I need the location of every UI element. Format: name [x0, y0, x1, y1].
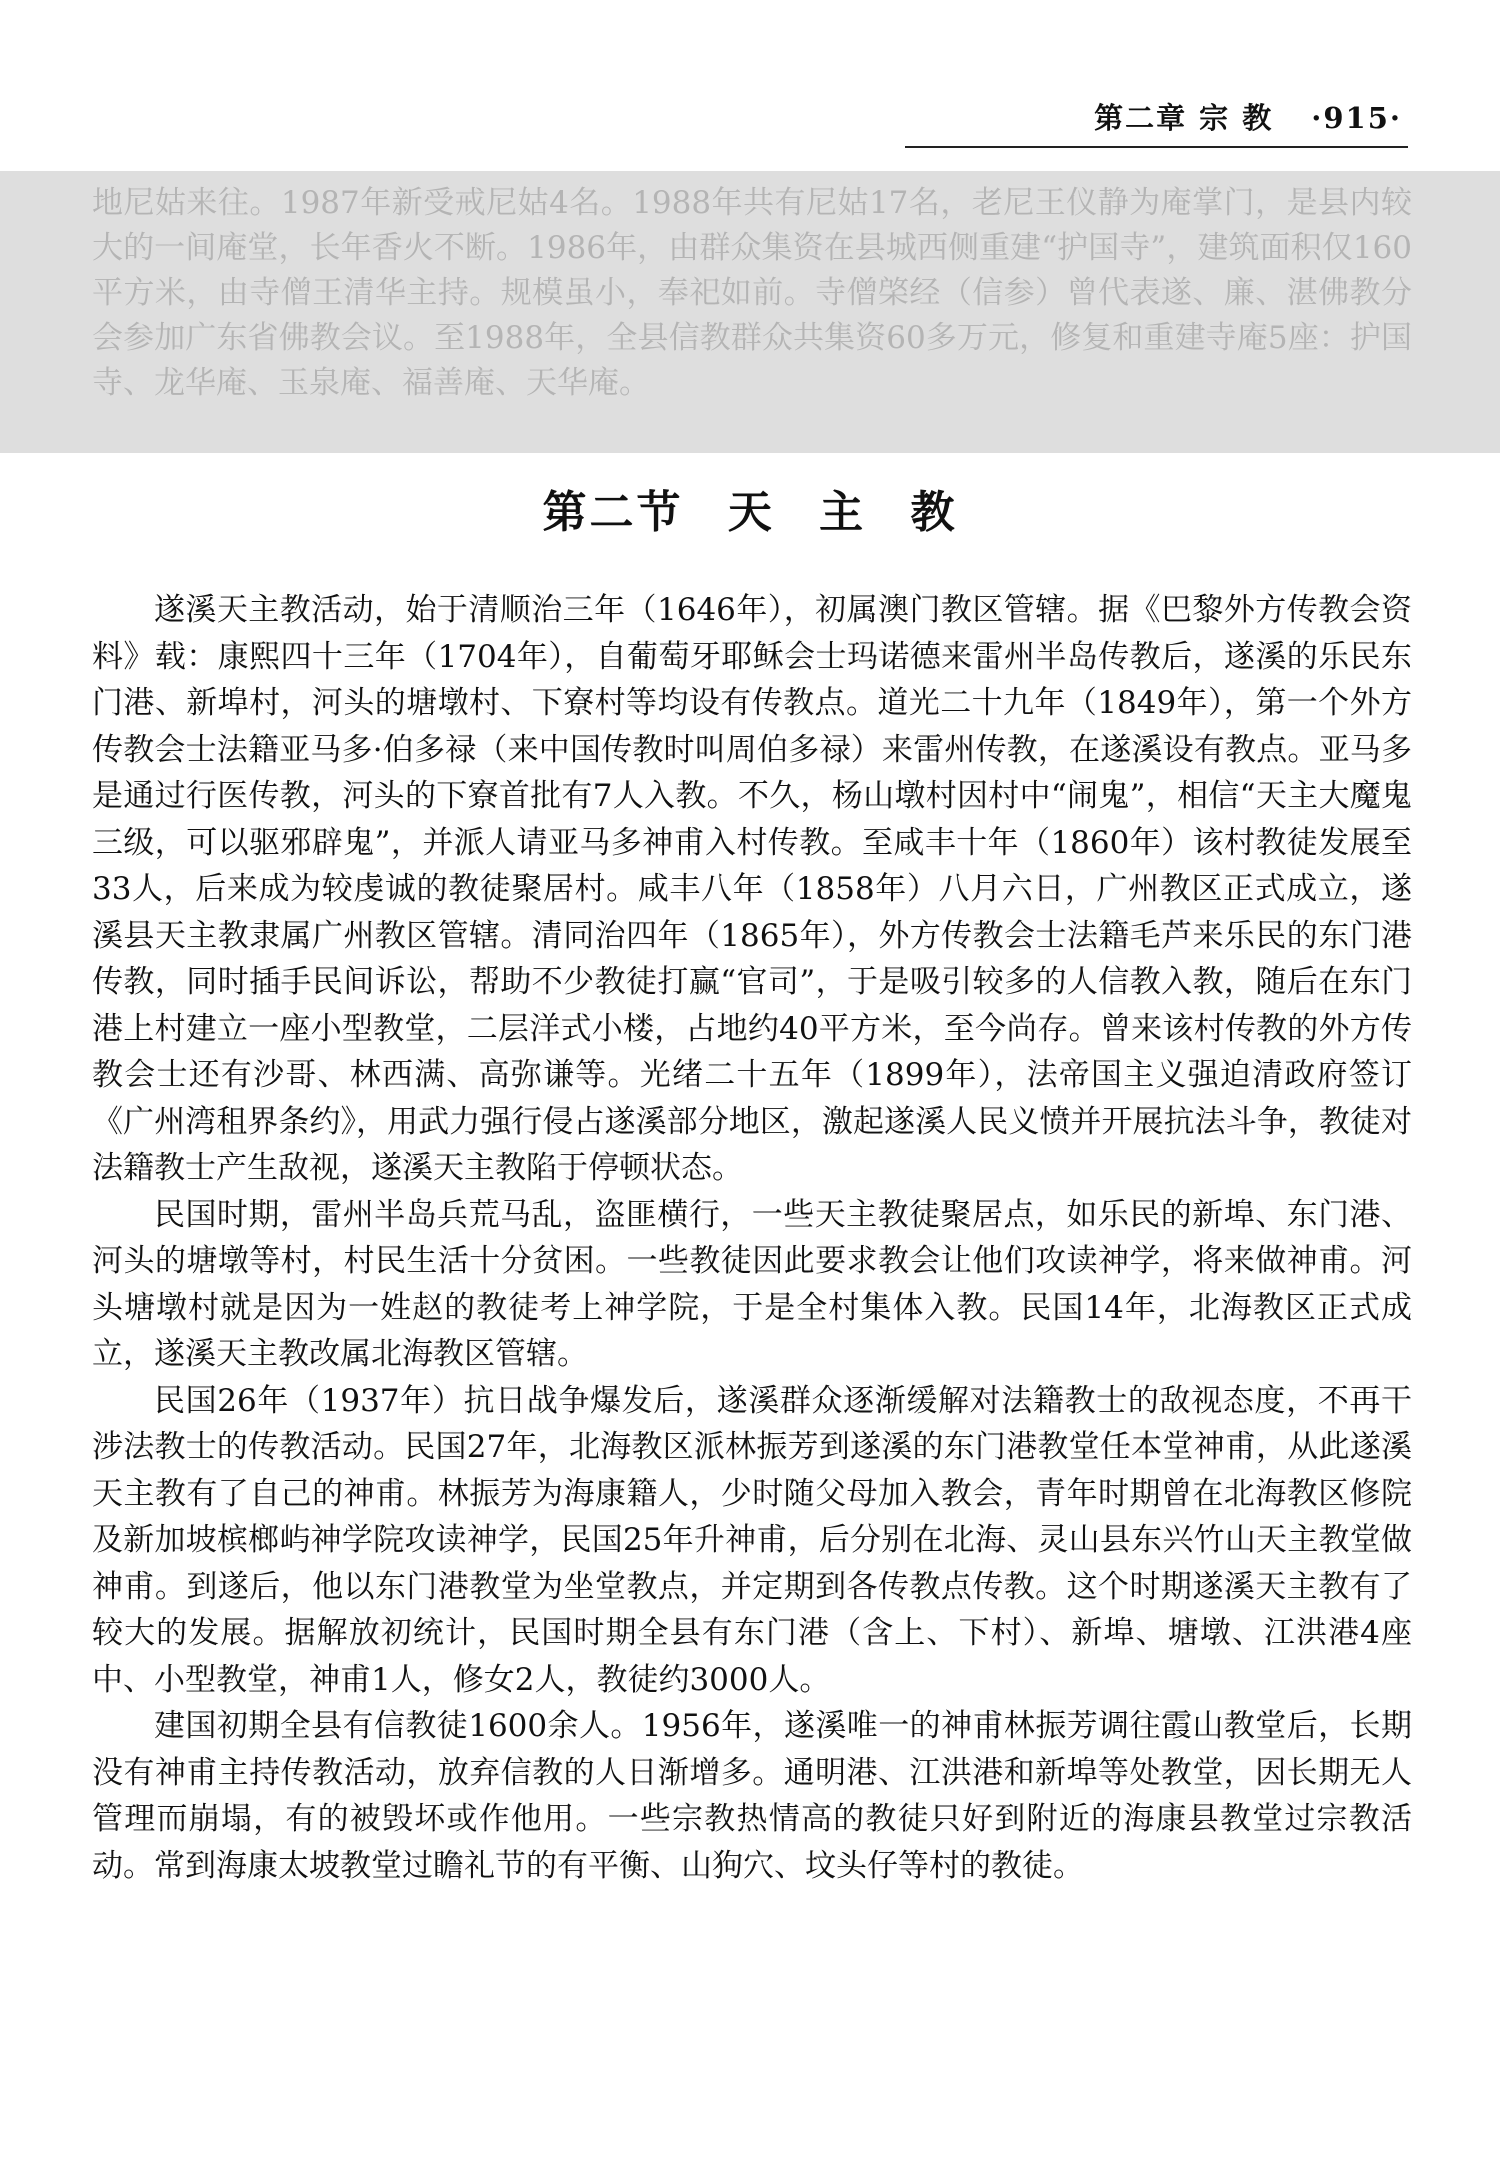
- paragraph-3: 民国26年（1937年）抗日战争爆发后，遂溪群众逐渐缓解对法籍教士的敌视态度，不再干涉法教士的传教活动。民国27年，北海教区派林振芳到遂溪的东门港教堂任本堂神甫，从此遂溪天主教有了自己的神甫。林振芳为海康籍人，少时随父母加入教会，青年时期曾在北海教区修院及新加坡槟榔屿神学院攻读神学，民国25年升神甫，后分别在北海、灵山县东兴竹山天主教堂做神甫。到遂后，他以东门港教堂为坐堂教点，并定期到各传教点传教。这个时期遂溪天主教有了较大的发展。据解放初统计，民国时期全县有东门港（含上、下村）、新埠、塘墩、江洪港4座中、小型教堂，神甫1人，修女2人，教徒约3000人。: [92, 1382, 1412, 1698]
- page-number: ·915·: [1311, 101, 1402, 135]
- body-text: [92, 587, 1412, 1889]
- paragraph-2: 民国时期，雷州半岛兵荒马乱，盗匪横行，一些天主教徒聚居点，如乐民的新埠、东门港、河头的塘墩等村，村民生活十分贫困。一些教徒因此要求教会让他们攻读神学，将来做神甫。河头塘墩村就是因为一姓赵的教徒考上神学院，于是全村集体入教。民国14年，北海教区正式成立，遂溪天主教改属北海教区管辖。: [92, 1196, 1412, 1372]
- running-header: [1094, 96, 1402, 137]
- paragraph-4: 建国初期全县有信教徒1600余人。1956年，遂溪唯一的神甫林振芳调往霞山教堂后，长期没有神甫主持传教活动，放弃信教的人日渐增多。通明港、江洪港和新埠等处教堂，因长期无人管理而崩塌，有的被毁坏或作他用。一些宗教热情高的教徒只好到附近的海康县教堂过宗教活动。常到海康太坡教堂过瞻礼节的有平衡、山狗穴、坟头仔等村的教徒。: [92, 1708, 1412, 1884]
- section-title: 第二节 天 主 教: [542, 487, 958, 538]
- chapter-title: 第二章 宗 教: [1094, 101, 1274, 135]
- paragraph-1: 遂溪天主教活动，始于清顺治三年（1646年），初属澳门教区管辖。据《巴黎外方传教会资料》载：康熙四十三年（1704年），自葡萄牙耶稣会士玛诺德来雷州半岛传教后，遂溪的乐民东门港、新埠村，河头的塘墩村、下寮村等均设有传教点。道光二十九年（1849年），第一个外方传教会士法籍亚马多·伯多禄（来中国传教时叫周伯多禄）来雷州传教，在遂溪设有教点。亚马多是通过行医传教，河头的下寮首批有7人入教。不久，杨山墩村因村中“闹鬼”，相信“天主大魔鬼三级，可以驱邪辟鬼”，并派人请亚马多神甫入村传教。至咸丰十年（1860年）该村教徒发展至33人，后来成为较虔诚的教徒聚居村。咸丰八年（1858年）八月六日，广州教区正式成立，遂溪县天主教隶属广州教区管辖。清同治四年（1865年），外方传教会士法籍毛芦来乐民的东门港传教，同时插手民间诉讼，帮助不少教徒打赢“官司”，于是吸引较多的人信教入教，随后在东门港上村建立一座小型教堂，二层洋式小楼，占地约40平方米，至今尚存。曾来该村传教的外方传教会士还有沙哥、林西满、高弥谦等。光绪二十五年（1899年），法帝国主义强迫清政府签订《广州湾租界条约》，用武力强行侵占遂溪部分地区，激起遂溪人民义愤并开展抗法斗争，教徒对法籍教士产生敌视，遂溪天主教陷于停顿状态。: [92, 592, 1412, 1186]
- faded-paragraph-block: [92, 181, 1412, 406]
- header-rule: [905, 146, 1408, 148]
- faded-paragraph: 地尼姑来往。1987年新受戒尼姑4名。1988年共有尼姑17名，老尼王仪静为庵掌门，是县内较大的一间庵堂，长年香火不断。1986年，由群众集资在县城西侧重建“护国寺”，建筑面积仅160平方米，由寺僧王清华主持。规模虽小，奉祀如前。寺僧棨经（信参）曾代表遂、廉、湛佛教分会参加广东省佛教会议。至1988年，全县信教群众共集资60多万元，修复和重建寺庵5座：护国寺、龙华庵、玉泉庵、福善庵、天华庵。: [92, 185, 1412, 401]
